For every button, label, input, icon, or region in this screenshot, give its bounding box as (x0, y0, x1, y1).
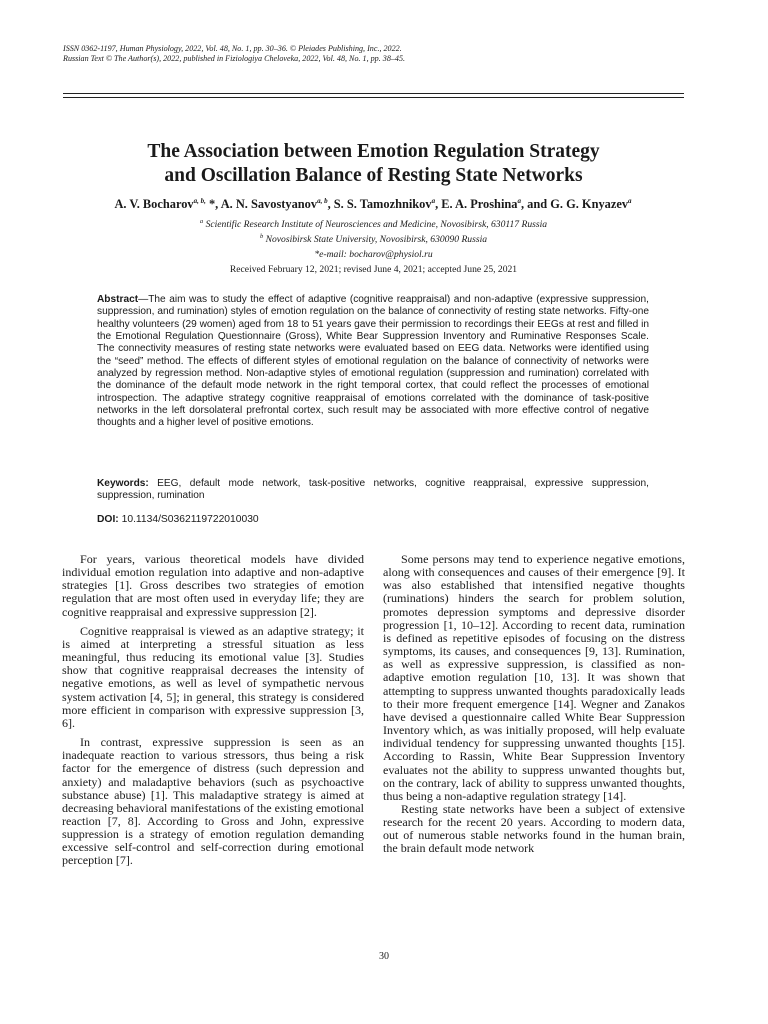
keywords-text: EEG, default mode network, task-positive networks, cognitive reappraisal, expressive suppression, suppression, rumination (97, 478, 649, 502)
affiliation-text: Scientific Research Institute of Neurosciences and Medicine, Novosibirsk, 630117 Russia (203, 219, 548, 230)
title-line-1: The Association between Emotion Regulation Strategy (147, 141, 600, 162)
author-affiliation-mark: a (628, 197, 632, 205)
author-name: A. V. Bocharov (114, 197, 194, 211)
journal-citation-line: ISSN 0362-1197, Human Physiology, 2022, Vol. 48, No. 1, pp. 30–36. © Pleiades Publishing, Inc., 2022. (63, 44, 402, 53)
author-name: G. G. Knyazev (550, 197, 629, 211)
abstract (97, 294, 649, 430)
affiliation-b (63, 233, 684, 247)
body-column-right (383, 553, 685, 856)
keywords-label: Keywords: (97, 478, 149, 489)
page-number: 30 (379, 951, 389, 962)
author-affiliation-mark: a, b (317, 197, 328, 205)
author-affiliation-mark: a (431, 197, 436, 205)
body-column-left (62, 553, 364, 874)
abstract-text: —The aim was to study the effect of adaptive (cognitive reappraisal) and non-adaptive (expressive suppression, suppression, and rumination) styles of emotion regulation on the balance of connectivity of resting state networks. Fifty-one healthy volunteers (29 women) aged from 18 to 51 years gave their permission to recordings their EEGs at rest and filled in the Emotional Regulation Questionnaire (Gross), White Bear Suppression Inventory and Ruminative Responses Scale. The connectivity measures of resting state networks were evaluated based on EEG data. Networks were identified using the “seed” method. The effects of different styles of emotional regulation on the balance of connectivity of networks were analyzed by regression method. Non-adaptive styles of emotional regulation (suppression and rumination) correlated with the dominance of the default mode network in the right temporal cortex, that could reflect the processes of emotional introspection. The adaptive strategy cognitive reappraisal of emotions correlated with the dominance of task-positive networks in the left dorsolateral prefrontal cortex, such result may be associated with more effective control of negative thoughts and a higher level of positive emotions. (97, 294, 649, 429)
author-affiliation-mark: a, b, (193, 197, 206, 205)
doi-link[interactable]: 10.1134/S0362119722010030 (118, 514, 259, 525)
header-rule-thin (63, 97, 684, 98)
received-dates: Received February 12, 2021; revised June 4, 2021; accepted June 25, 2021 (229, 264, 518, 275)
author-separator: , and (520, 197, 551, 211)
doi-label: DOI: (97, 514, 119, 525)
author-name: A. N. Savostyanov (220, 197, 318, 211)
abstract-label: Abstract (97, 294, 139, 305)
header-rule-thick (63, 93, 684, 94)
body-paragraph: Resting state networks have been a subject of extensive research for the recent 20 years. According to modern data, out of numerous stable networks found in the human brain, the brain default mode network (383, 801, 685, 856)
journal-header (63, 44, 683, 64)
body-paragraph: Cognitive reappraisal is viewed as an adaptive strategy; it is aimed at interpreting a stressful situation as less meaningful, thus reducing its emotional value [3]. Studies show that cognitive reappraisal decreases the intensity of negative emotions, as well as level of sympathetic nervous system activation [4, 5]; in general, this strategy is considered more efficient in comparison with expressive suppression [3, 6]. (62, 623, 364, 730)
corresponding-email[interactable]: *e-mail: bocharov@physiol.ru (314, 249, 433, 260)
author-separator: , (435, 197, 442, 211)
article-title (63, 140, 684, 188)
author-name: S. S. Tamozhnikov (333, 197, 432, 211)
body-paragraph: In contrast, expressive suppression is seen as an inadequate reaction to various stressors, thus being a risk factor for the emergence of distress (such depression and anxiety) and maladaptive behaviors (such as psychoactive substance abuse) [1]. This maladaptive strategy is aimed at decreasing behavioral manifestations of the existing emotional reaction [7, 8]. According to Gross and John, expressive suppression is a strategy of emotion regulation demanding excessive self-control and self-correction during emotional perception [7]. (62, 735, 364, 868)
body-paragraph: For years, various theoretical models have divided individual emotion regulation into adaptive and non-adaptive strategies [1]. Gross describes two strategies of emotion regulation that are most often used in everyday life; they are cognitive reappraisal and expressive suppression [2]. (62, 552, 364, 619)
affiliation-a (63, 218, 684, 232)
affiliation-mark: b (259, 233, 264, 240)
author-separator: , (327, 197, 334, 211)
author-separator: *, (205, 197, 221, 211)
doi (97, 513, 649, 526)
affiliation-mark: a (199, 218, 204, 225)
affiliation-text: Novosibirsk State University, Novosibirsk, 630090 Russia (263, 234, 488, 245)
author-list (30, 196, 716, 212)
body-paragraph: Some persons may tend to experience negative emotions, along with consequences and causes of their emergence [9]. It was also established that intensified negative thoughts (ruminations) hinders the search for problem solution, promotes depression symptoms and depressive disorder progression [1, 10–12]. According to recent data, rumination is defined as repetitive episodes of focusing on the distress symptoms, its causes, and consequences [9, 13]. Rumination, as well as expressive suppression, is classified as non-adaptive emotion regulation [10, 13]. It was shown that attempting to suppress unwanted thoughts paradoxically leads to their more frequent emergence [14]. Wegner and Zanakos have devised a questionnaire called White Bear Suppression Inventory which, as was initially proposed, will help evaluate individual tendency for suppressing unwanted thoughts [15]. According to Rassin, White Bear Suppression Inventory evaluates not the ability to suppress unwanted thoughts but, on the contrary, lack of ability to suppress unwanted thoughts, thus being a non-adaptive regulation strategy [14]. (383, 552, 685, 803)
author-name: E. A. Proshina (441, 197, 518, 211)
author-affiliation-mark: a (517, 197, 521, 205)
russian-text-line: Russian Text © The Author(s), 2022, published in Fiziologiya Cheloveka, 2022, Vol. 48, No. 1, pp. 38–45. (63, 54, 406, 63)
title-line-2: and Oscillation Balance of Resting State Networks (164, 165, 583, 186)
keywords (97, 478, 649, 503)
